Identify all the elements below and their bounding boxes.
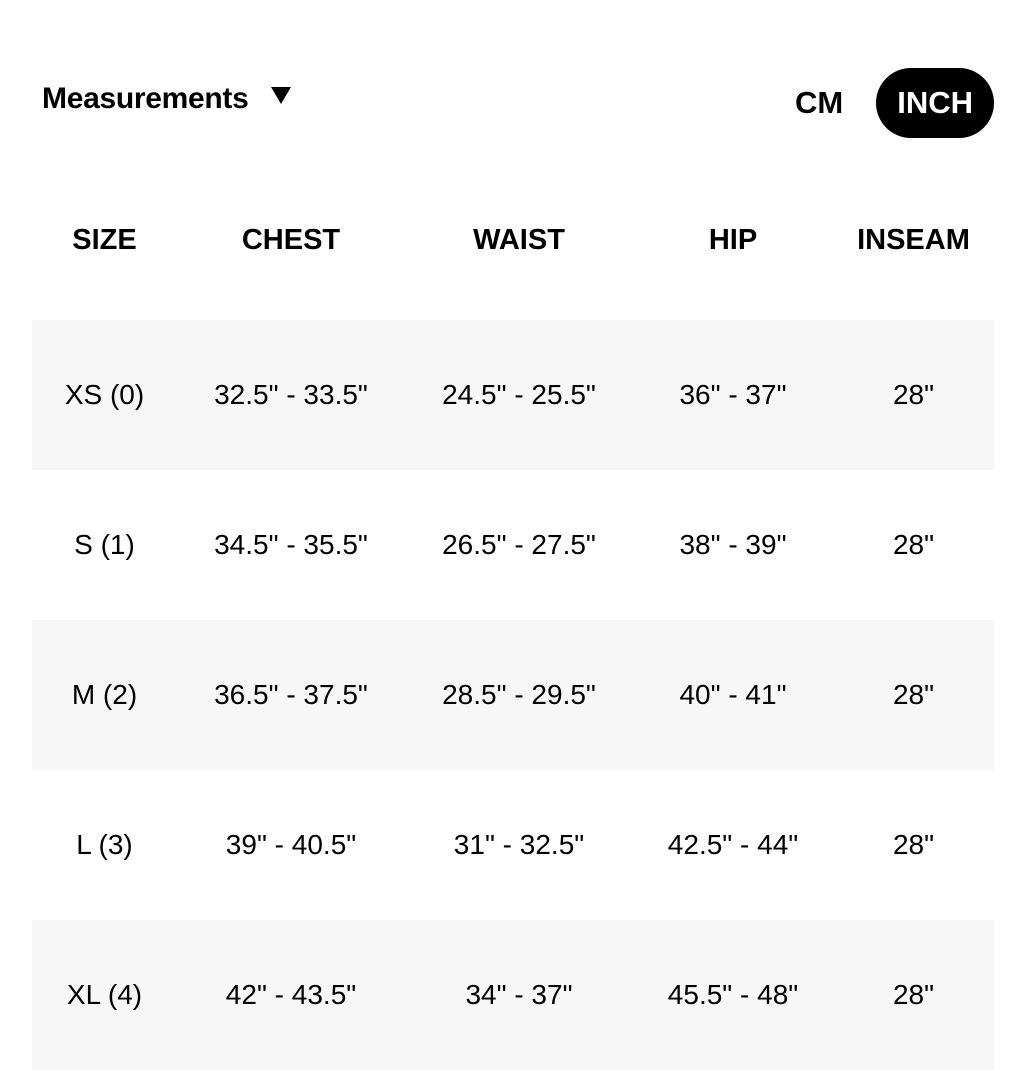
table-row	[32, 620, 994, 770]
cell-chest: 42" - 43.5"	[225, 979, 357, 1010]
cell-size: L (3)	[76, 829, 133, 860]
cell-hip: 40" - 41"	[679, 679, 787, 710]
cell-waist: 26.5" - 27.5"	[442, 529, 596, 560]
cell-size: S (1)	[74, 529, 135, 560]
unit-toggle	[777, 68, 994, 138]
table-header-row	[32, 170, 994, 320]
table-row	[32, 470, 994, 620]
cell-inseam: 28"	[892, 379, 935, 410]
table-row	[32, 920, 994, 1070]
cell-waist: 28.5" - 29.5"	[442, 679, 596, 710]
unit-inch-button[interactable]: INCH	[876, 68, 994, 138]
table-row	[32, 320, 994, 470]
cell-waist: 34" - 37"	[465, 979, 573, 1010]
cell-size: M (2)	[71, 679, 138, 710]
cell-hip: 36" - 37"	[679, 379, 787, 410]
cell-waist: 31" - 32.5"	[453, 829, 585, 860]
table-row	[32, 770, 994, 920]
measurements-dropdown-label: Measurements	[42, 82, 249, 115]
column-header-chest: CHEST	[241, 223, 341, 256]
cell-hip: 45.5" - 48"	[667, 979, 799, 1010]
cell-chest: 36.5" - 37.5"	[214, 679, 368, 710]
column-header-waist: WAIST	[473, 223, 565, 256]
cell-size: XS (0)	[64, 379, 145, 410]
cell-hip: 38" - 39"	[679, 529, 787, 560]
size-chart-table	[32, 170, 994, 1070]
cell-chest: 39" - 40.5"	[225, 829, 357, 860]
cell-inseam: 28"	[892, 679, 935, 710]
measurements-dropdown[interactable]	[42, 82, 291, 116]
cell-inseam: 28"	[892, 829, 935, 860]
cell-chest: 34.5" - 35.5"	[214, 529, 368, 560]
cell-inseam: 28"	[892, 979, 935, 1010]
cell-inseam: 28"	[892, 529, 935, 560]
top-bar	[0, 0, 1025, 170]
cell-waist: 24.5" - 25.5"	[442, 379, 596, 410]
column-header-hip: HIP	[708, 223, 758, 256]
column-header-inseam: INSEAM	[857, 223, 970, 256]
cell-size: XL (4)	[66, 979, 143, 1010]
caret-down-icon	[271, 87, 291, 104]
column-header-size: SIZE	[72, 223, 137, 256]
cell-hip: 42.5" - 44"	[667, 829, 799, 860]
unit-cm-button[interactable]: CM	[795, 85, 844, 120]
cell-chest: 32.5" - 33.5"	[214, 379, 368, 410]
